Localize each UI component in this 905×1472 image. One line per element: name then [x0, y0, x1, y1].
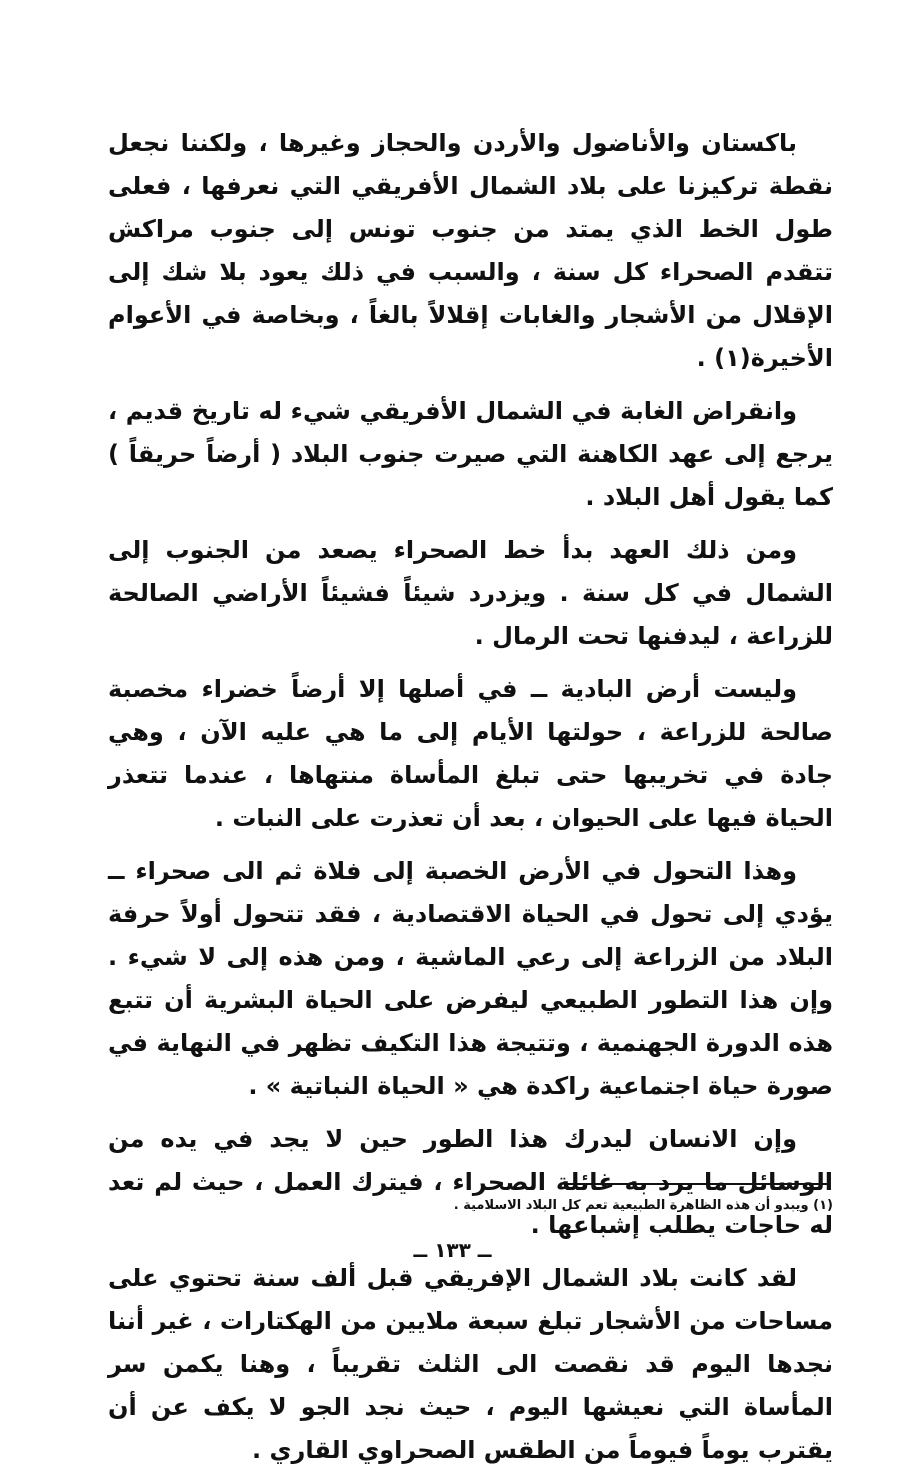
body-text: [108, 122, 833, 1472]
footnote-divider: [565, 1183, 827, 1185]
paragraph-5: وهذا التحول في الأرض الخصبة إلى فلاة ثم الى صحراء ــ يؤدي إلى تحول في الحياة الاقتصادية ، فقد تتحول أولاً حرفة البلاد من الزراعة إلى رعي الماشية ، ومن هذه إلى لا شيء . وإن هذا التطور الطبيعي ليفرض على الحياة البشرية أن تتبع هذه الدورة الجهنمية ، وتتيجة هذا التكيف تظهر في النهاية في صورة حياة اجتماعية راكدة هي « الحياة النباتية » .: [108, 857, 833, 1100]
paragraph-3: ومن ذلك العهد بدأ خط الصحراء يصعد من الجنوب إلى الشمال في كل سنة . ويزدرد شيئاً فشيئاً الأراضي الصالحة للزراعة ، ليدفنها تحت الرمال .: [108, 536, 833, 650]
paragraph-7: لقد كانت بلاد الشمال الإفريقي قبل ألف سنة تحتوي على مساحات من الأشجار تبلغ سبعة ملايين من الهكتارات ، غير أننا نجدها اليوم قد نقصت الى الثلث تقريباً ، وهنا يكمن سر المأساة التي نعيشها اليوم ، حيث نجد الجو لا يكف عن أن يقترب يوماً فيوماً من الطقس الصحراوي القاري .: [108, 1264, 833, 1464]
page-number: ــ ١٣٣ ــ: [413, 1238, 492, 1262]
paragraph-4: وليست أرض البادية ــ في أصلها إلا أرضاً خضراء مخصبة صالحة للزراعة ، حولتها الأيام إلى ما هي عليه الآن ، وهي جادة في تخريبها حتى تبلغ المأساة منتهاها ، عندما تتعذر الحياة فيها على الحيوان ، بعد أن تعذرت على النبات .: [108, 675, 833, 832]
paragraph-1: باكستان والأناضول والأردن والحجاز وغيرها ، ولكننا نجعل نقطة تركيزنا على بلاد الشمال الأفريقي التي نعرفها ، فعلى طول الخط الذي يمتد من جنوب تونس إلى جنوب مراكش تتقدم الصحراء كل سنة ، والسبب في ذلك يعود بلا شك إلى الإقلال من الأشجار والغابات إقلالاً بالغاً ، وبخاصة في الأعوام الأخيرة(١) .: [108, 129, 833, 372]
paragraph-2: وانقراض الغابة في الشمال الأفريقي شيء له تاريخ قديم ، يرجع إلى عهد الكاهنة التي صيرت جنوب البلاد ( أرضاً حريقاً ) كما يقول أهل البلاد .: [108, 397, 833, 511]
paragraph-6: وإن الانسان ليدرك هذا الطور حين لا يجد في يده من الوسائل ما يرد به غائلة الصحراء ، فيترك العمل ، حيث لم تعد له حاجات يطلب إشباعها .: [108, 1125, 833, 1239]
footnote: (١) ويبدو أن هذه الظاهرة الطبيعية تعم كل البلاد الاسلامية .: [453, 1198, 833, 1213]
